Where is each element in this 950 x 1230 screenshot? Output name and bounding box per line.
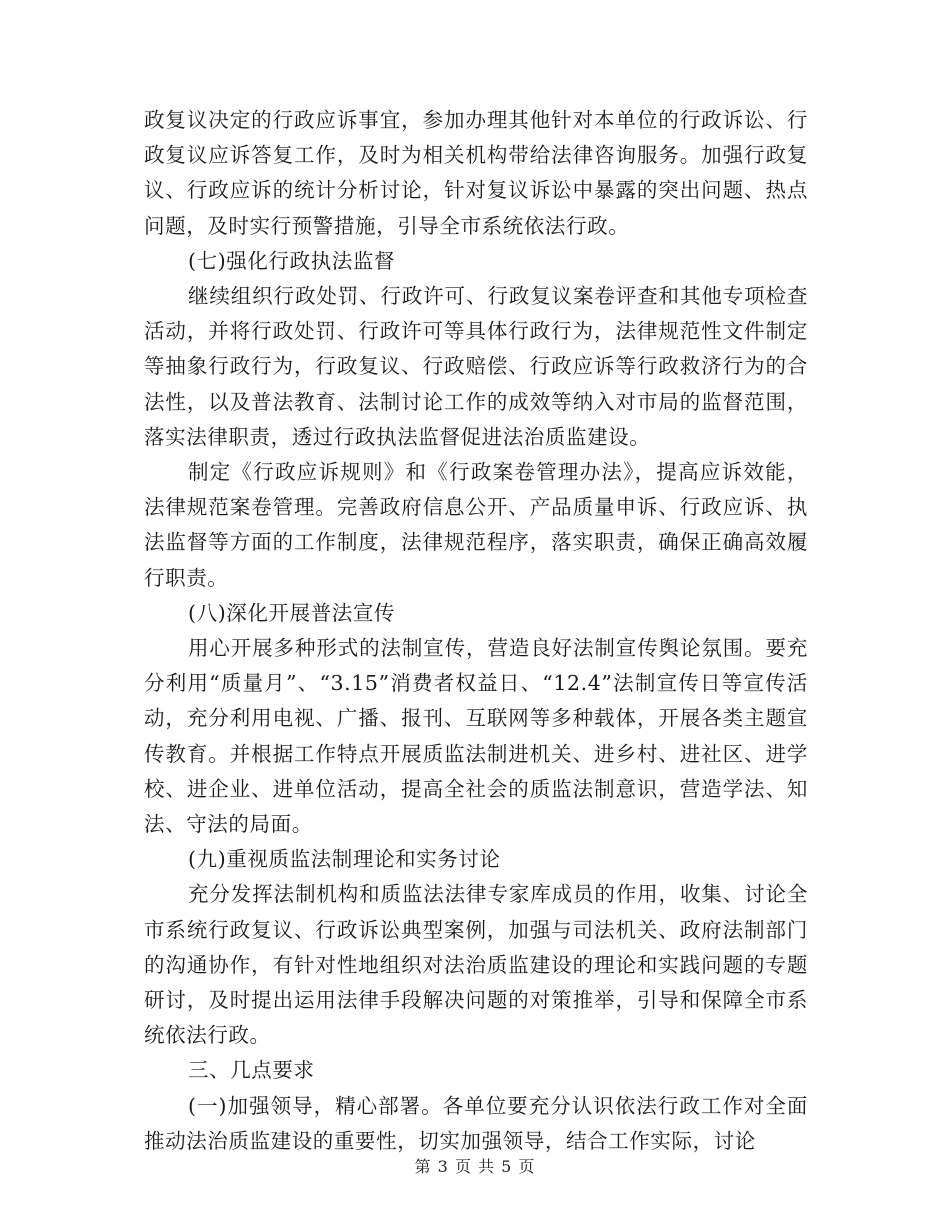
paragraph-supervision: 继续组织行政处罚、行政许可、行政复议案卷评查和其他专项检查活动，并将行政处罚、行政许可等具体行政行为，法律规范性文件制定等抽象行政行为，行政复议、行政赔偿、行政应诉等行政救济行为的合法性，以及普法教育、法制讨论工作的成效等纳入对市局的监督范围，落实法律职责，透过行政执法监督促进法治质监建设。 [144,284,808,449]
paragraph-publicity: 用心开展多种形式的法制宣传，营造良好法制宣传舆论氛围。要充分利用“质量月”、“3.15”消费者权益日、“12.4”法制宣传日等宣传活动，充分利用电视、广播、报刊、互联网等多种载体，开展各类主题宣传教育。并根据工作特点开展质监法制进机关、进乡村、进社区、进学校、进企业、进单位活动，提高全社会的质监法制意识，营造学法、知法、守法的局面。 [144,636,808,837]
paragraph-leadership: (一)加强领导，精心部署。各单位要充分认识依法行政工作对全面推动法治质监建设的重要性，切实加强领导，结合工作实际，讨论 [144,1093,808,1153]
page-footer: 第 3 页 共 5 页 [414,1157,536,1176]
section-heading-requirements: 三、几点要求 [188,1058,315,1083]
paragraph-continuation: 政复议决定的行政应诉事宜，参加办理其他针对本单位的行政诉讼、行政复议应诉答复工作，及时为相关机构带给法律咨询服务。加强行政复议、行政应诉的统计分析讨论，针对复议诉讼中暴露的突出问题、热点问题，及时实行预警措施，引导全市系统依法行政。 [144,108,808,238]
section-heading-8: (八)深化开展普法宣传 [188,600,396,625]
paragraph-research: 充分发挥法制机构和质监法法律专家库成员的作用，收集、讨论全市系统行政复议、行政诉讼典型案例，加强与司法机关、政府法制部门的沟通协作，有针对性地组织对法治质监建设的理论和实践问题的专题研讨，及时提出运用法律手段解决问题的对策推举，引导和保障全市系统依法行政。 [144,882,808,1048]
section-heading-9: (九)重视质监法制理论和实务讨论 [188,847,501,872]
document-body [144,103,808,1159]
paragraph-rules: 制定《行政应诉规则》和《行政案卷管理办法》，提高应诉效能，法律规范案卷管理。完善政府信息公开、产品质量申诉、行政应诉、执法监督等方面的工作制度，法律规范程序，落实职责，确保正确高效履行职责。 [144,460,808,590]
section-heading-7: (七)强化行政执法监督 [188,248,396,273]
